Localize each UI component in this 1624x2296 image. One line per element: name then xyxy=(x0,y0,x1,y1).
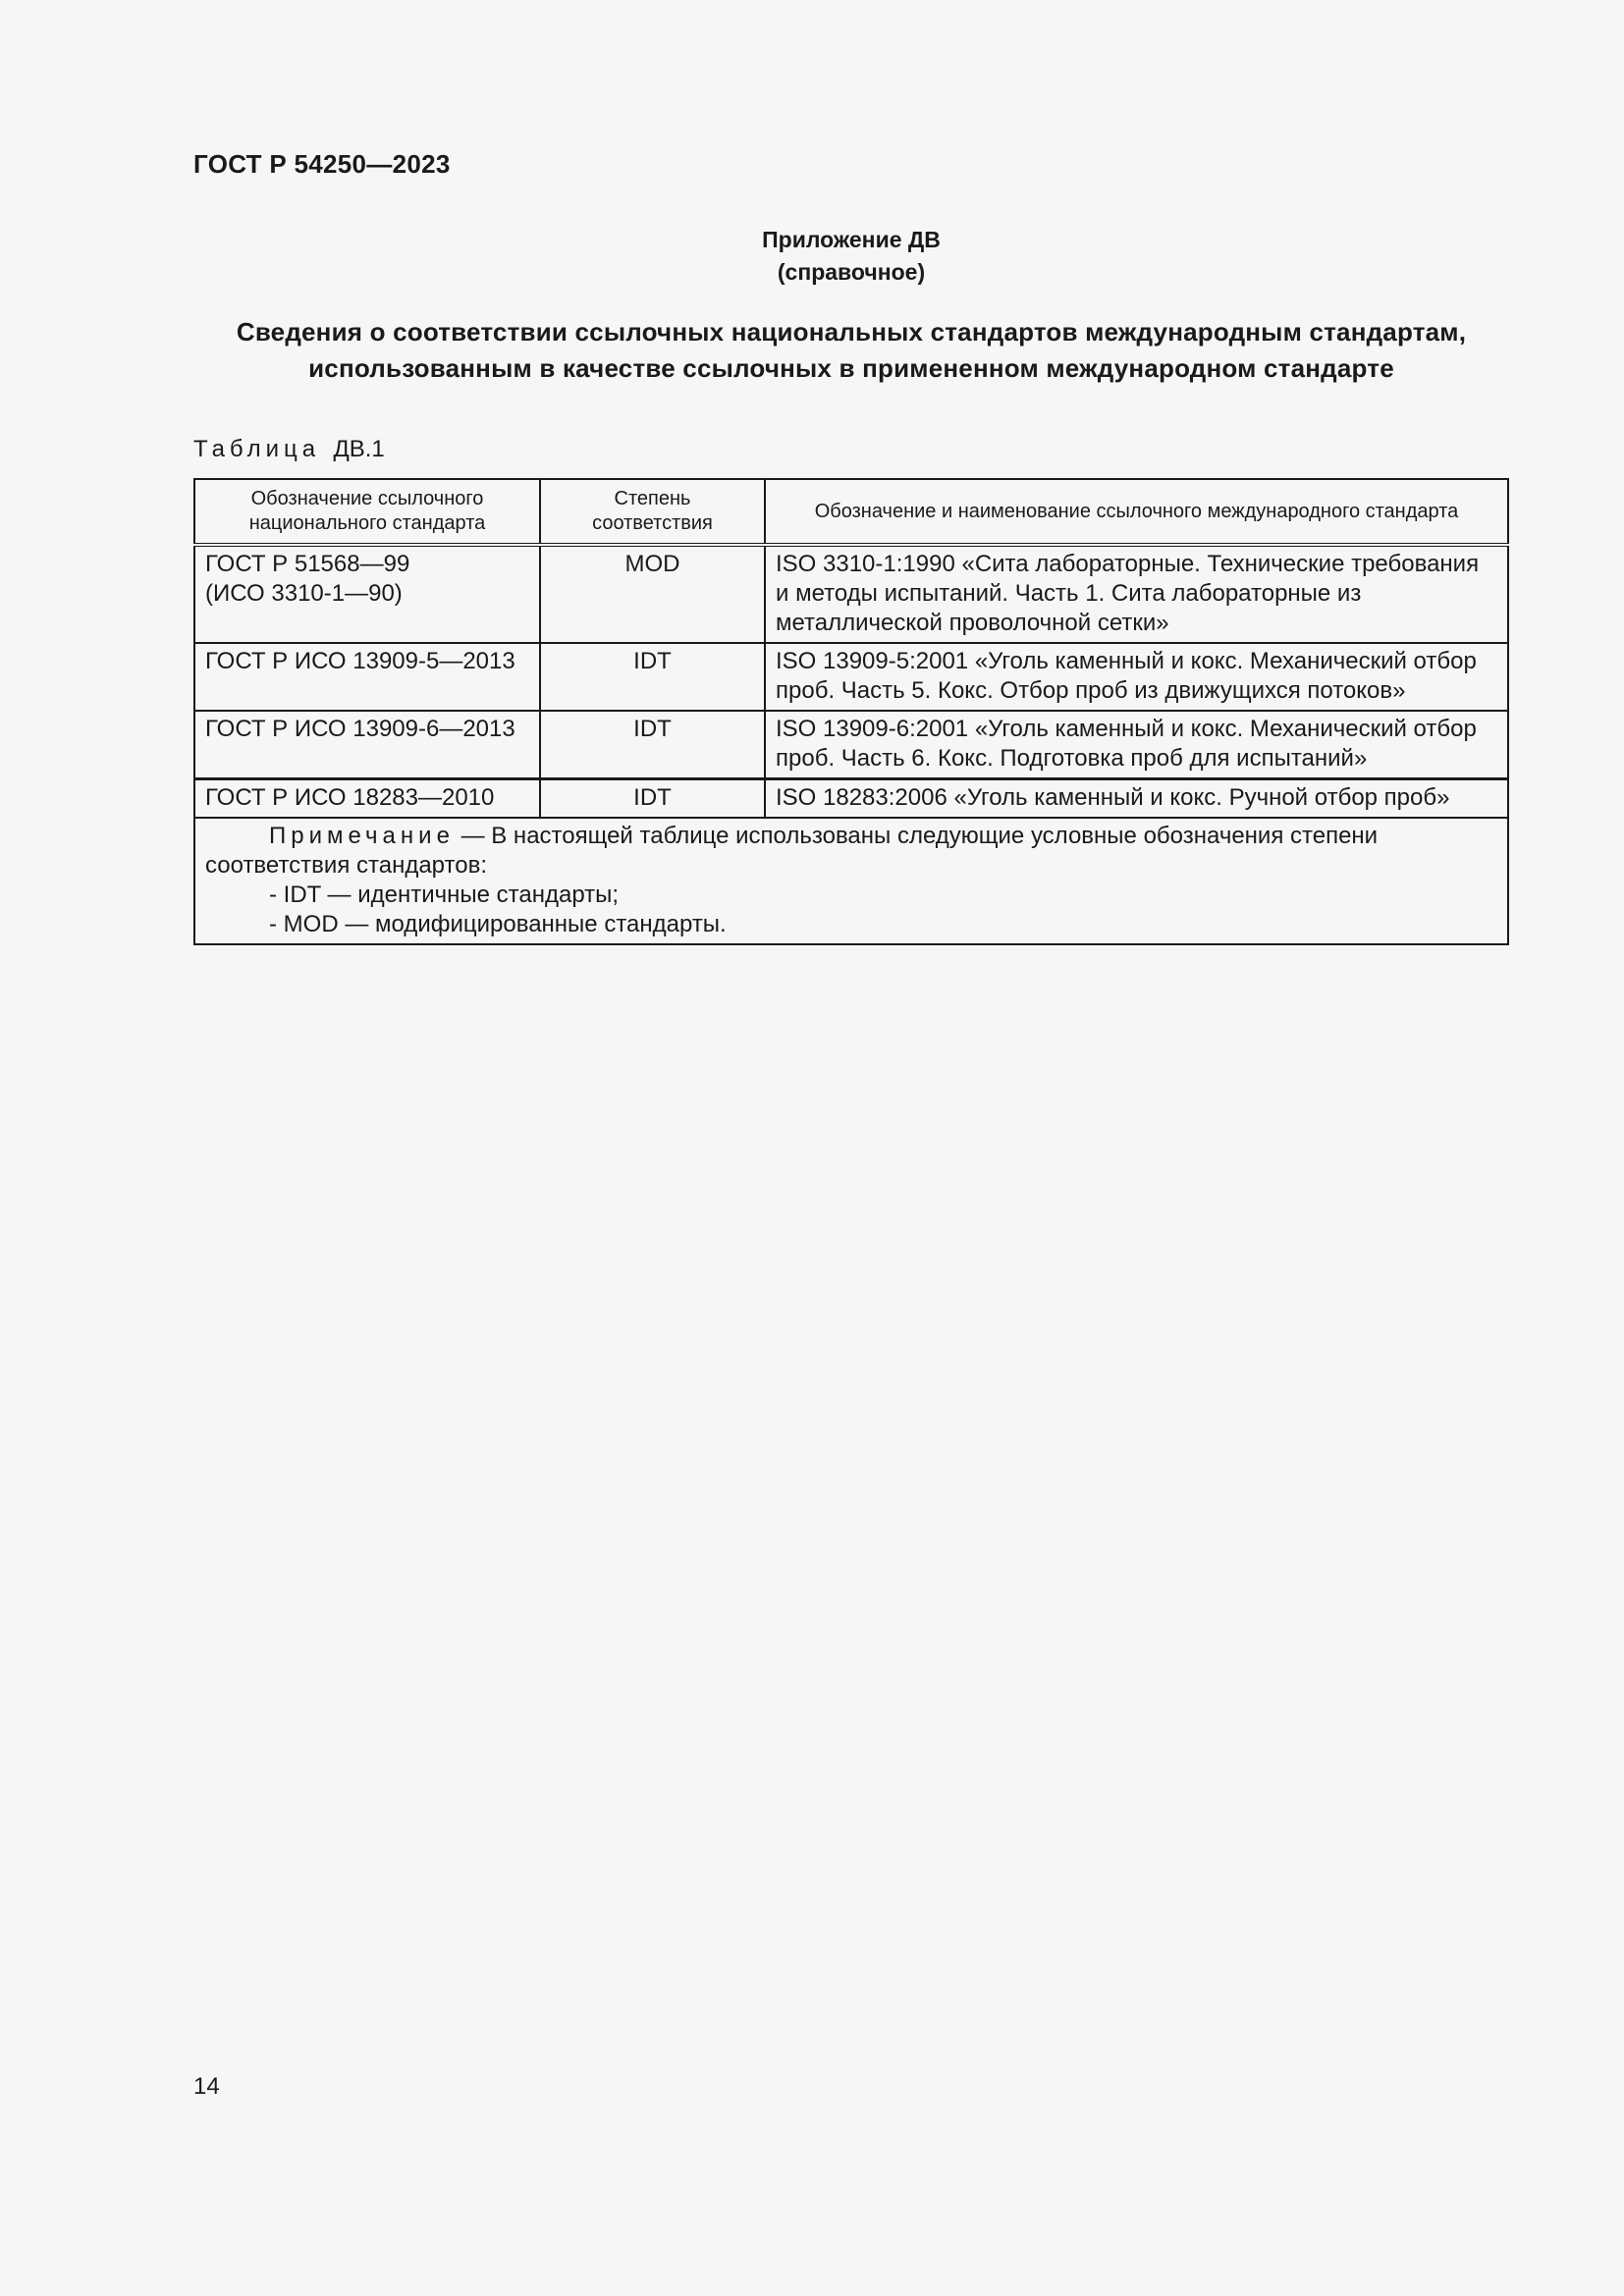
page-number: 14 xyxy=(193,2073,220,2100)
cell-national xyxy=(194,545,540,643)
standards-table xyxy=(193,478,1509,945)
section-title-line1: Сведения о соответствии ссылочных национальных стандартов международным стандартам, xyxy=(236,317,1467,347)
table-header-row xyxy=(194,479,1508,545)
table-note-row xyxy=(194,818,1508,944)
table-row xyxy=(194,545,1508,643)
table-caption xyxy=(193,436,385,463)
note-label: Примечание xyxy=(269,823,455,849)
cell-degree: MOD xyxy=(540,545,765,643)
header-degree xyxy=(540,479,765,545)
appendix-title: Приложение ДВ xyxy=(762,227,941,252)
header-national-line2: национального стандарта xyxy=(248,512,486,534)
document-code: ГОСТ Р 54250—2023 xyxy=(193,149,451,179)
table-row xyxy=(194,779,1508,819)
note-text: — В настоящей таблице использованы следующие условные обозначения степени соответствия стандартов: xyxy=(205,823,1379,879)
header-degree-line2: соответствия xyxy=(592,512,713,534)
header-national-standard xyxy=(194,479,540,545)
cell-degree: IDT xyxy=(540,643,765,711)
table-row xyxy=(194,711,1508,779)
appendix-subtitle: (справочное) xyxy=(777,259,926,285)
header-national-line1: Обозначение ссылочного xyxy=(250,488,484,509)
cell-national: ГОСТ Р ИСО 13909-6—2013 xyxy=(194,711,540,779)
cell-international: ISO 13909-5:2001 «Уголь каменный и кокс. Механический отбор проб. Часть 5. Кокс. Отбор проб из движущихся потоков» xyxy=(765,643,1508,711)
header-international-standard: Обозначение и наименование ссылочного международного стандарта xyxy=(765,479,1508,545)
cell-international: ISO 18283:2006 «Уголь каменный и кокс. Ручной отбор проб» xyxy=(765,779,1508,819)
table-row xyxy=(194,643,1508,711)
cell-international: ISO 13909-6:2001 «Уголь каменный и кокс. Механический отбор проб. Часть 6. Кокс. Подготовка проб для испытаний» xyxy=(765,711,1508,779)
cell-degree: IDT xyxy=(540,711,765,779)
table-note xyxy=(194,818,1508,944)
cell-national: ГОСТ Р ИСО 13909-5—2013 xyxy=(194,643,540,711)
cell-international: ISO 3310-1:1990 «Сита лабораторные. Технические требования и методы испытаний. Часть 1. Сита лабораторные из металлической проволочной сетки» xyxy=(765,545,1508,643)
table-caption-number: ДВ.1 xyxy=(333,436,385,462)
header-degree-line1: Степень xyxy=(614,488,691,509)
cell-national-line2: (ИСО 3310-1—90) xyxy=(205,580,403,607)
table-caption-label: Таблица xyxy=(193,436,321,462)
cell-national-line1: ГОСТ Р 51568—99 xyxy=(205,551,410,577)
section-title-line2: использованным в качестве ссылочных в примененном международном стандарте xyxy=(308,353,1394,383)
note-lead xyxy=(205,822,1497,881)
cell-degree: IDT xyxy=(540,779,765,819)
note-item-mod: - MOD — модифицированные стандарты. xyxy=(269,911,727,937)
cell-national: ГОСТ Р ИСО 18283—2010 xyxy=(194,779,540,819)
note-item-idt: - IDT — идентичные стандарты; xyxy=(269,881,620,908)
appendix-heading xyxy=(193,224,1509,289)
section-title xyxy=(193,314,1509,387)
